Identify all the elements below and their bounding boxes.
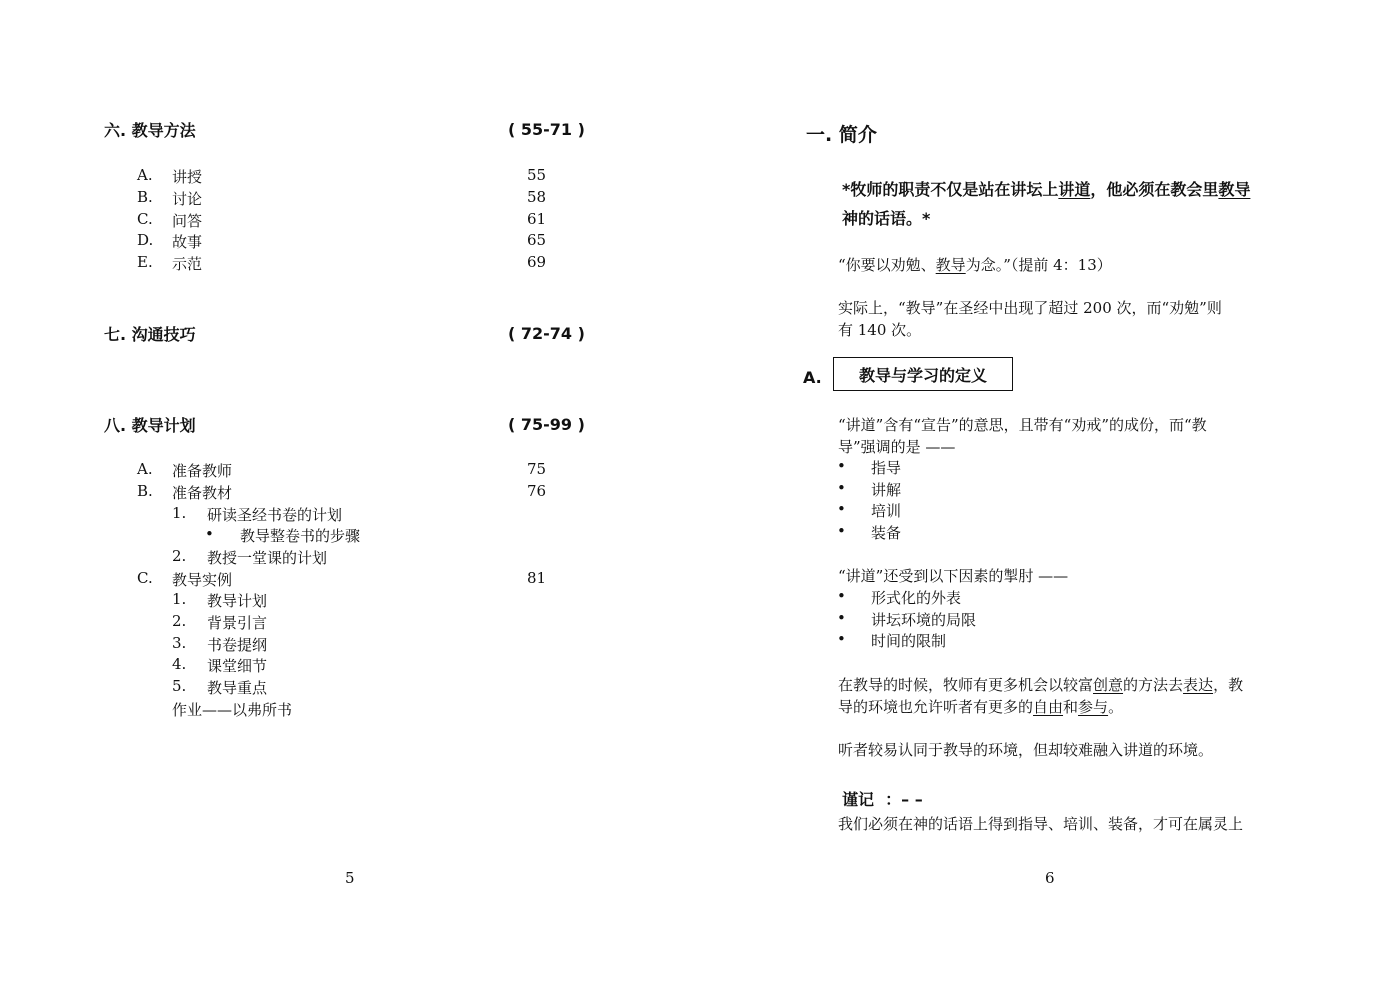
paragraph-text: 导的环境也允许听者有更多的 — [838, 698, 1034, 716]
bullet-item-label: 培训 — [871, 502, 902, 520]
quote-underlined: 教导 — [935, 256, 966, 274]
teaching-paragraph-line-1 — [838, 674, 1243, 695]
section-6-title: 六. 教导方法 — [104, 121, 196, 140]
bullet-item-label: 讲坛环境的局限 — [871, 611, 977, 629]
limit-intro: “讲道”还受到以下因素的掣肘 —— — [838, 567, 1069, 585]
emphasis-underlined-preach: 讲道 — [1058, 180, 1091, 199]
section-a-title-box — [833, 357, 1013, 391]
list-item-page: 69 — [527, 253, 547, 271]
homework-line: 作业——以弗所书 — [172, 701, 293, 719]
list-item-label: 讨论 — [172, 190, 203, 208]
list-item-page: 58 — [527, 188, 547, 206]
bullet-item-label: 教导整卷书的步骤 — [240, 527, 361, 545]
list-item-label: 故事 — [172, 233, 203, 251]
list-item-label: 示范 — [172, 255, 203, 273]
list-item-label: 准备教材 — [172, 484, 233, 502]
sublist-item-label: 研读圣经书卷的计划 — [207, 506, 343, 524]
sublist-item-number: 4. — [172, 655, 187, 673]
page-heading: 一. 简介 — [806, 124, 877, 146]
sublist-item-label: 书卷提纲 — [207, 636, 268, 654]
paragraph-text: 的方法去 — [1123, 676, 1184, 694]
list-item-letter: C. — [137, 210, 153, 228]
list-item-page: 61 — [527, 210, 547, 228]
underlined-creative: 创意 — [1093, 676, 1124, 694]
closing-line: 我们必须在神的话语上得到指导、培训、装备，才可在属灵上 — [838, 815, 1244, 833]
bullet-item-label: 形式化的外表 — [871, 589, 962, 607]
quote-text: “你要以劝勉、 — [838, 256, 936, 274]
identify-paragraph: 听者较易认同于教导的环境，但却较难融入讲道的环境。 — [838, 741, 1214, 759]
bullet-icon: • — [205, 525, 214, 543]
list-item-letter: C. — [137, 569, 153, 587]
list-item-letter: E. — [137, 253, 153, 271]
sublist-item-number: 1. — [172, 590, 187, 608]
emphasis-line-2: 神的话语。* — [842, 209, 931, 228]
bullet-icon: • — [837, 609, 846, 627]
list-item-label: 讲授 — [172, 168, 203, 186]
bullet-icon: • — [837, 457, 846, 475]
bullet-item-label: 指导 — [871, 459, 902, 477]
bullet-icon: • — [837, 587, 846, 605]
sublist-item-number: 1. — [172, 504, 187, 522]
teaching-paragraph-line-2 — [838, 696, 1123, 717]
sublist-item-number: 2. — [172, 547, 187, 565]
list-item-letter: B. — [137, 482, 153, 500]
list-item-page: 76 — [527, 482, 547, 500]
preach-line-1: “讲道”含有“宣告”的意思，且带有“劝戒”的成份，而“教 — [838, 416, 1207, 434]
section-8-title: 八. 教导计划 — [104, 416, 196, 435]
list-item-letter: D. — [137, 231, 154, 249]
underlined-participation: 参与 — [1078, 698, 1109, 716]
section-7-pages: ( 72-74 ) — [508, 324, 585, 343]
paragraph-text: 和 — [1063, 698, 1079, 716]
list-item-label: 教导实例 — [172, 571, 233, 589]
section-a-letter: A. — [803, 368, 822, 387]
list-item-letter: A. — [137, 166, 153, 184]
sublist-item-label: 教导计划 — [207, 592, 268, 610]
preach-line-2: 导”强调的是 —— — [838, 438, 956, 456]
emphasis-text: *牧师的职责不仅是站在讲坛上 — [842, 180, 1059, 199]
paragraph-text: 在教导的时候，牧师有更多机会以较富 — [838, 676, 1094, 694]
bullet-icon: • — [837, 500, 846, 518]
page-number-left: 5 — [345, 869, 355, 887]
fact-line-1: 实际上，“教导”在圣经中出现了超过 200 次，而“劝勉”则 — [838, 299, 1222, 317]
sublist-item-number: 2. — [172, 612, 187, 630]
paragraph-text: 。 — [1108, 698, 1124, 716]
sublist-item-label: 教导重点 — [207, 679, 268, 697]
page-number-right: 6 — [1045, 869, 1055, 887]
section-6-pages: ( 55-71 ) — [508, 120, 585, 139]
section-7-title: 七. 沟通技巧 — [104, 325, 196, 344]
bullet-icon: • — [837, 630, 846, 648]
emphasis-line-1 — [842, 177, 1250, 200]
emphasis-underlined-teach: 教导 — [1218, 180, 1251, 199]
underlined-express: 表达 — [1183, 676, 1214, 694]
sublist-item-number: 5. — [172, 677, 187, 695]
list-item-label: 问答 — [172, 212, 203, 230]
list-item-page: 55 — [527, 166, 547, 184]
list-item-page: 75 — [527, 460, 547, 478]
bullet-item-label: 时间的限制 — [871, 632, 947, 650]
section-8-pages: ( 75-99 ) — [508, 415, 585, 434]
list-item-page: 65 — [527, 231, 547, 249]
section-a-title: 教导与学习的定义 — [858, 365, 987, 385]
bullet-icon: • — [837, 522, 846, 540]
fact-line-2: 有 140 次。 — [838, 321, 922, 339]
sublist-item-label: 课堂细节 — [207, 657, 268, 675]
bullet-item-label: 装备 — [871, 524, 902, 542]
underlined-freedom: 自由 — [1033, 698, 1064, 716]
list-item-label: 准备教师 — [172, 462, 233, 480]
list-item-page: 81 — [527, 569, 547, 587]
quote-text: 为念。”（提前 4：13） — [965, 256, 1112, 274]
sublist-item-label: 教授一堂课的计划 — [207, 549, 328, 567]
sublist-item-number: 3. — [172, 634, 187, 652]
paragraph-text: ，教 — [1213, 676, 1244, 694]
scripture-quote — [838, 254, 1112, 275]
list-item-letter: A. — [137, 460, 153, 478]
bullet-item-label: 讲解 — [871, 481, 902, 499]
emphasis-text: ，他必须在教会里 — [1090, 180, 1219, 199]
remember-dash: ：– – — [885, 790, 923, 809]
sublist-item-label: 背景引言 — [207, 614, 268, 632]
remember-heading — [842, 787, 923, 810]
bullet-icon: • — [837, 479, 846, 497]
list-item-letter: B. — [137, 188, 153, 206]
remember-label: 谨记 — [842, 790, 875, 809]
